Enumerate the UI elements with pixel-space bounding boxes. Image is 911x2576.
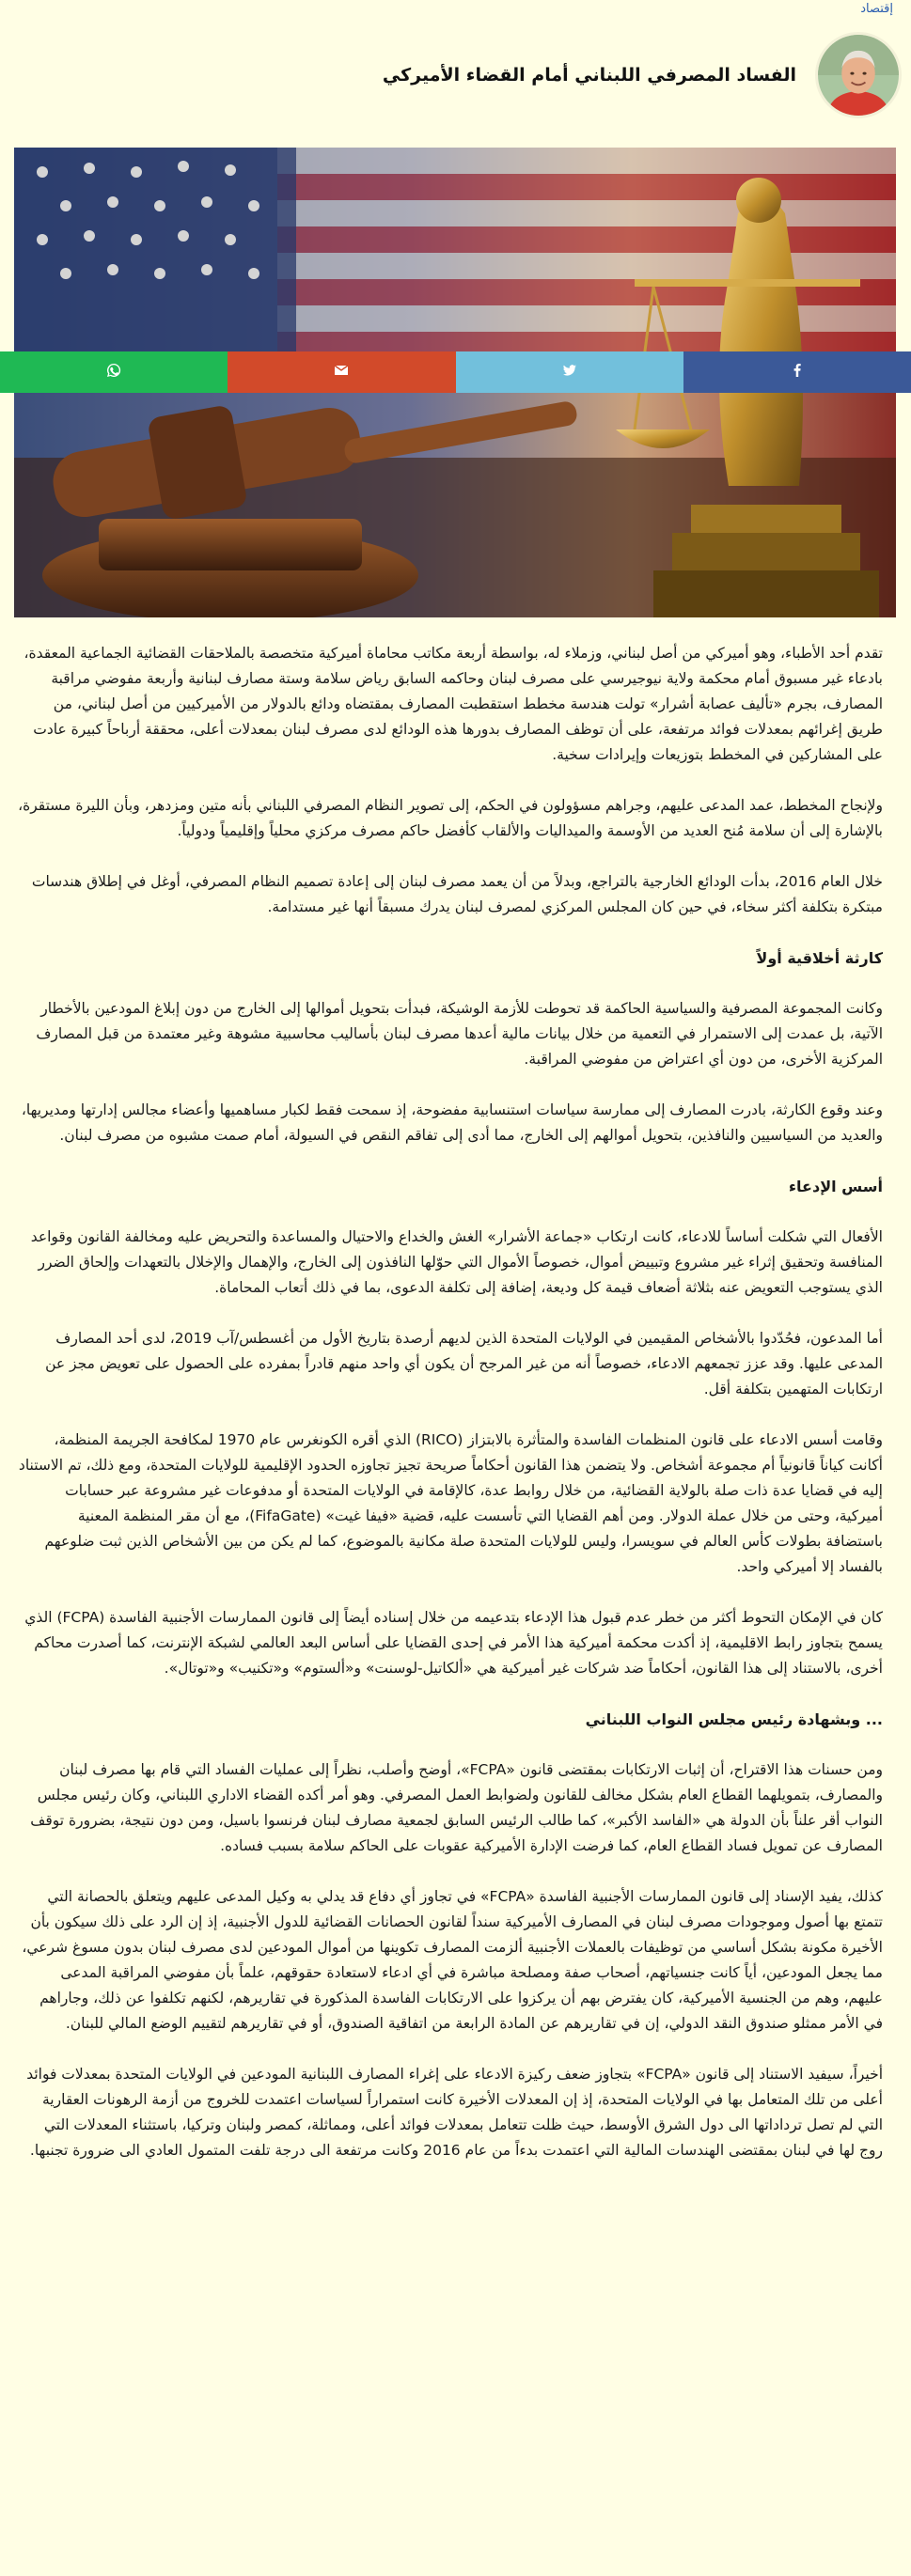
author-avatar	[815, 32, 902, 118]
paragraph: كذلك، يفيد الإسناد إلى قانون الممارسات الأجنبية الفاسدة «FCPA» في تجاوز أي دفاع قد يدلي به وكيل المدعى عليهم ويتعلق بالحصانة التي تتمتع بها أصول وموجودات مصرف لبنان في المصارف الأميركية سنداً لقانون الحصانات القضائية للدول الأجنبية، إذ إن الرد على ذلك سيكون بأن الأخيرة مكونة بشكل أساسي من توظيفات بالعملات الأجنبية ألزمت المصارف تكوينها من أموال المودعين لدى مصرف لبنان بدون مسوغ شرعي، مما يجعل المودعين، أياً كانت جنسياتهم، أصحاب صفة ومصلحة مباشرة في أي ادعاء لاستعادة حقوقهم، علماً بأن مفوضي المراقبة المدعى عليهم، وهم من الجنسية الأميركية، كان يفترض بهم أن يركزوا على الارتكابات الفاسدة المذكورة في تقاريرهم، لكنهم تكلفوا عن ذلك، وجاراهم في الأمر ممثلو صندوق النقد الدولي، إن في تقاريرهم عن المادة الرابعة من اتفاقية الصندوق، أو في تقاريرهم لتقييم الوضع المالي للبنان.	[22, 1888, 883, 2032]
paragraph: وقامت أسس الادعاء على قانون المنظمات الفاسدة والمتأثرة بالابتزاز (RICO) الذي أقره الكونغرس عام 1970 لمكافحة الجريمة المنظمة، أكانت كياناً قانونياً أم مجموعة أشخاص. ولا يتضمن هذا القانون أحكاماً صريحة تجيز تجاوزه الحدود الإقليمية للولايات المتحدة، ومع ذلك، تم الاستناد إليه في قضايا عدة ذات صلة بالولاية القضائية، من خلال روابط عدة، كالإقامة في الولايات المتحدة أو مدفوعات غير مشروعة عبر حسابات أميركية، وحتى من خلال عملة الدولار. ومن أهم القضايا التي تأسست عليه، قضية «فيفا غيت» (FifaGate)، مع أن مقر المنظمة المعنية باستضافة بطولات كأس العالم في سويسرا، وليس للولايات المتحدة صلة مكانية بالموضوع، كما لم يكن من بين الأشخاص الذين ثبت ضلوعهم بالفساد إلا أميركي واحد.	[18, 1431, 883, 1575]
paragraph: الأفعال التي شكلت أساساً للادعاء، كانت ارتكاب «جماعة الأشرار» الغش والخداع والاحتيال والمساعدة والتحريض عليه ومخالفة القانون وقواعد المنافسة وتحقيق إثراء غير مشروع وتبييض أموال، خصوصاً الأموال التي حوّلها النافذون إلى الخارج، والإهمال والإخلال بالتعهدات وإلحاق الضرر الذي يستوجب التعويض عنه بثلاثة أضعاف قيمة كل وديعة، إضافة إلى تكلفة الدعوى، بما في ذلك أتعاب المحاماة.	[30, 1228, 883, 1296]
paragraph: وكانت المجموعة المصرفية والسياسية الحاكمة قد تحوطت للأزمة الوشيكة، فبدأت بتحويل أموالها إلى الخارج من دون إبلاغ المودعين بالأخطار الآتية، بل عمدت إلى الاستمرار في التعمية من خلال بيانات مالية أعدها مصرف لبنان بأساليب محاسبية مشوهة وغير معتمدة من قبل المصارف المركزية الأخرى، من دون أي اعتراض من مفوضي المراقبة.	[36, 1000, 883, 1068]
section-heading: أسس الإدعاء	[788, 1178, 883, 1195]
share-email-button[interactable]	[228, 351, 455, 393]
paragraph: كان في الإمكان التحوط أكثر من خطر عدم قبول هذا الإدعاء بتدعيمه من خلال إسناده أيضاً إلى قانون الممارسات الأجنبية الفاسدة (FCPA) الذي يسمح بتجاوز رابط الاقليمية، إذ أكدت محكمة أميركية هذا الأمر في إحدى القضايا على أساس البعد العالمي لشبكة الإنترنت، كما أصدرت محاكم أخرى، بالاستناد إلى هذا القانون، أحكاماً ضد شركات غير أميركية هي «ألكاتيل-لوسنت» و«ألستوم» و«تكنيب» و«توتال».	[24, 1609, 883, 1677]
share-bar	[0, 351, 911, 393]
share-facebook-button[interactable]	[683, 351, 911, 393]
paragraph: تقدم أحد الأطباء، وهو أميركي من أصل لبناني، وزملاء له، بواسطة أربعة مكاتب محاماة أميركية متخصصة بالملاحقات القضائية الجماعية المعقدة، بادعاء غير مسبوق أمام محكمة ولاية نيوجيرسي على مصرف لبنان وحاكمه السابق رياض سلامة وستة مصارف لبنانية وأربعة مفوضي مراقبة المصارف، بجرم «تأليف عصابة أشرار» تولت هندسة مخطط استقطبت المصارف بمقتضاه ودائع بالدولار من الأميركيين من أصل لبناني، من طريق إغرائهم بمعدلات فوائد مرتفعة، على أن توظف المصارف بدورها هذه الودائع لدى مصرف لبنان بمعدلات أعلى، محققة أرباحاً كبيرة عادت على المشاركين في المخطط بتوزيعات وإيرادات سخية.	[24, 645, 883, 763]
facebook-icon	[790, 363, 805, 382]
paragraph: أما المدعون، فحُدّدوا بالأشخاص المقيمين في الولايات المتحدة الذين لديهم أرصدة بتاريخ الأول من أغسطس/آب 2019، لدى أحد المصارف المدعى عليها. وقد عزز تجمعهم الادعاء، خصوصاً أنه من غير المرجح أن يكون أي واحد منهم قادراً بمفرده على الحصول على تعويض مجز عن ارتكابات المتهمين بتكلفة أقل.	[45, 1330, 883, 1397]
category-link[interactable]: إقتصاد	[860, 2, 893, 16]
share-twitter-button[interactable]	[456, 351, 683, 393]
envelope-icon	[334, 363, 349, 382]
paragraph: ومن حسنات هذا الاقتراح، أن إثبات الارتكابات بمقتضى قانون «FCPA»، أوضح وأصلب، نظراً إلى عمليات الفساد التي قام بها مصرف لبنان والمصارف، بتمويلهما القطاع العام بشكل مخالف للقانون ولضوابط العمل المصرفي. وهو أمر أكده القضاء الاداري اللبناني، وكان رئيس مجلس النواب أقر علناً بأن الدولة هي «الفاسد الأكبر»، كما طالب الرئيس السابق لجمعية مصارف لبنان فرنسوا باسيل، ومن دون نتيجة، بضرورة توقف المصارف عن تمويل فساد القطاع العام، كما فرضت الإدارة الأميركية عقوبات على الحاكم سلامة بسبب فساده.	[30, 1761, 883, 1854]
paragraph: أخيراً، سيفيد الاستناد إلى قانون «FCPA» بتجاوز ضعف ركيزة الادعاء على إغراء المصارف اللبنانية المودعين في الولايات المتحدة بمعدلات فوائد أعلى من تلك المتعامل بها في الولايات المتحدة، إذ إن المعدلات الأخيرة كانت استمراراً لسياسات اعتمدت للخروج من أزمة الرهونات العقارية التي لم تصل ترداداتها الى دول الشرق الأوسط، حيث ظلت تتعامل بمعدلات فوائد أعلى، ومماثلة، كمصر ولبنان وتركيا، باستثناء المعدلات التي روج لها في لبنان بمقتضى الهندسات المالية التي اعتمدت بدءاً من عام 2016 وكانت مرتفعة الى درجة تلفت المتمول العادي الى ضرورة تجنبها.	[26, 2066, 883, 2159]
paragraph: وعند وقوع الكارثة، بادرت المصارف إلى ممارسة سياسات استنسابية مفضوحة، إذ سمحت فقط لكبار مساهميها وأعضاء مجالس إدارتها ومديريها، والعديد من السياسيين والنافذين، بتحويل أموالهم إلى الخارج، مما أدى إلى تفاقم النقص في السيولة، أمام صمت مشبوه من مصرف لبنان.	[21, 1101, 883, 1144]
section-heading: ... وبشهادة رئيس مجلس النواب اللبناني	[585, 1710, 883, 1728]
paragraph: ولإنجاح المخطط، عمد المدعى عليهم، وجراهم مسؤولون في الحكم، إلى تصوير النظام المصرفي اللبناني بأنه متين ومزدهر، وبأن الليرة مستقرة، بالإشارة إلى أن سلامة مُنح العديد من الأوسمة والميداليات والألقاب كأفضل حاكم مصرف مركزي محلياً وإقليمياً ودولياً.	[18, 797, 883, 839]
share-whatsapp-button[interactable]	[0, 351, 228, 393]
whatsapp-icon	[106, 363, 121, 382]
article-title: الفساد المصرفي اللبناني أمام القضاء الأميركي	[382, 65, 796, 86]
article-body	[18, 641, 883, 2189]
section-heading: كارثة أخلاقية أولاً	[756, 949, 883, 967]
twitter-icon	[562, 363, 577, 382]
paragraph: خلال العام 2016، بدأت الودائع الخارجية بالتراجع، وبدلاً من أن يعمد مصرف لبنان إلى إعادة تصميم النظام المصرفي، أوغل في إطلاق هندسات مبتكرة بتكلفة أكثر سخاء، في حين كان المجلس المركزي لمصرف لبنان يدرك مسبقاً أنها غير مستدامة.	[31, 873, 883, 915]
article-header	[9, 28, 902, 122]
